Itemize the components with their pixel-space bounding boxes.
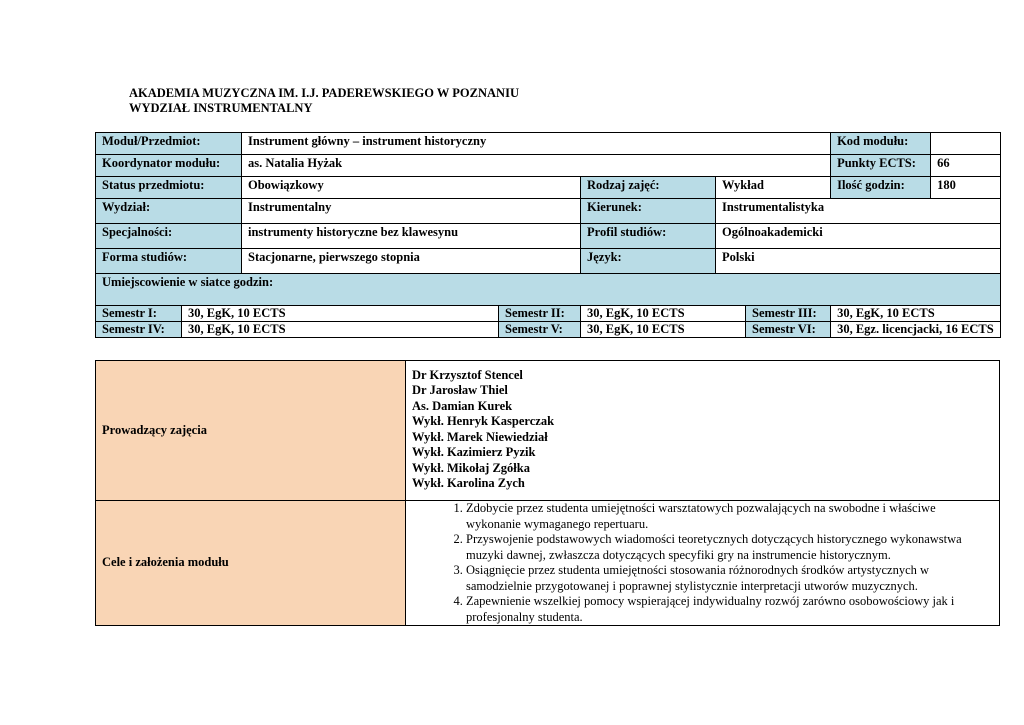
kod-label: Kod modułu: [831, 133, 931, 155]
godzin-value: 180 [931, 177, 1001, 199]
instructor-name: Wykł. Mikołaj Zgółka [412, 460, 530, 475]
kod-value [931, 133, 1001, 155]
wydzial-value: Instrumentalny [242, 199, 581, 224]
jezyk-label: Język: [581, 249, 716, 274]
goal-item: 1. Zdobycie przez studenta umiejętności warsztatowych pozwalających na swobodne i właściwe wykonanie wymaganego repertuaru. [466, 501, 993, 532]
koordynator-label: Koordynator modułu: [96, 155, 242, 177]
profil-label: Profil studiów: [581, 224, 716, 249]
specjalnosci-label: Specjalności: [96, 224, 242, 249]
semester-label: Semestr III: [746, 306, 831, 322]
instructor-name: Wykł. Marek Niewiedział [412, 429, 548, 444]
module-details-table [95, 360, 1000, 626]
semester-value: 30, EgK, 10 ECTS [581, 306, 746, 322]
jezyk-value: Polski [716, 249, 1001, 274]
prowadzacy-names [406, 361, 1000, 501]
instructor-name: Dr Krzysztof Stencel [412, 367, 523, 382]
document-header [129, 86, 519, 116]
status-label: Status przedmiotu: [96, 177, 242, 199]
semester-label: Semestr V: [499, 322, 581, 338]
faculty-name: WYDZIAŁ INSTRUMENTALNY [129, 101, 313, 115]
semester-label: Semestr VI: [746, 322, 831, 338]
semester-value: 30, EgK, 10 ECTS [831, 306, 1001, 322]
prowadzacy-label: Prowadzący zajęcia [96, 361, 406, 501]
semester-label: Semestr I: [96, 306, 182, 322]
rodzaj-value: Wykład [716, 177, 831, 199]
semester-value: 30, EgK, 10 ECTS [182, 306, 499, 322]
ects-value: 66 [931, 155, 1001, 177]
forma-label: Forma studiów: [96, 249, 242, 274]
module-info-table [95, 132, 1001, 338]
cele-list [406, 501, 993, 625]
instructor-name: Wykł. Kazimierz Pyzik [412, 445, 536, 459]
specjalnosci-value: instrumenty historyczne bez klawesynu [242, 224, 581, 249]
semester-value: 30, EgK, 10 ECTS [182, 322, 499, 338]
instructor-name: Wykł. Karolina Zych [412, 476, 525, 490]
academy-name: AKADEMIA MUZYCZNA IM. I.J. PADEREWSKIEGO W POZNANIU [129, 86, 519, 100]
rodzaj-label: Rodzaj zajęć: [581, 177, 716, 199]
kierunek-label: Kierunek: [581, 199, 716, 224]
semester-value: 30, EgK, 10 ECTS [581, 322, 746, 338]
goal-item: 3. Osiągnięcie przez studenta umiejętności stosowania różnorodnych środków artystycznych w samodzielnie przygotowanej i poprawnej stylistycznie interpretacji utworów muzycznych. [466, 563, 993, 594]
goal-item: 2. Przyswojenie podstawowych wiadomości teoretycznych dotyczących historycznego wykonawstwa muzyki dawnej, zwłaszcza dotyczących specyfiki gry na instrumencie historycznym. [466, 532, 993, 563]
semester-value: 30, Egz. licencjacki, 16 ECTS [831, 322, 1001, 338]
status-value: Obowiązkowy [242, 177, 581, 199]
godzin-label: Ilość godzin: [831, 177, 931, 199]
instructor-name: As. Damian Kurek [412, 398, 513, 413]
kierunek-value: Instrumentalistyka [716, 199, 1001, 224]
koordynator-value: as. Natalia Hyżak [242, 155, 831, 177]
profil-value: Ogólnoakademicki [716, 224, 1001, 249]
siatka-label: Umiejscowienie w siatce godzin: [96, 274, 1001, 306]
wydzial-label: Wydział: [96, 199, 242, 224]
ects-label: Punkty ECTS: [831, 155, 931, 177]
semester-label: Semestr II: [499, 306, 581, 322]
cele-label: Cele i założenia modułu [96, 501, 406, 626]
cele-list-cell [406, 501, 1000, 626]
goal-item: 4. Zapewnienie wszelkiej pomocy wspierającej indywidualny rozwój zarówno osobowościowy jak i profesjonalny studenta. [466, 594, 993, 625]
modul-value: Instrument główny – instrument historyczny [242, 133, 831, 155]
modul-label: Moduł/Przedmiot: [96, 133, 242, 155]
semester-label: Semestr IV: [96, 322, 182, 338]
forma-value: Stacjonarne, pierwszego stopnia [242, 249, 581, 274]
instructor-name: Dr Jarosław Thiel [412, 383, 508, 397]
instructor-name: Wykł. Henryk Kasperczak [412, 414, 555, 428]
